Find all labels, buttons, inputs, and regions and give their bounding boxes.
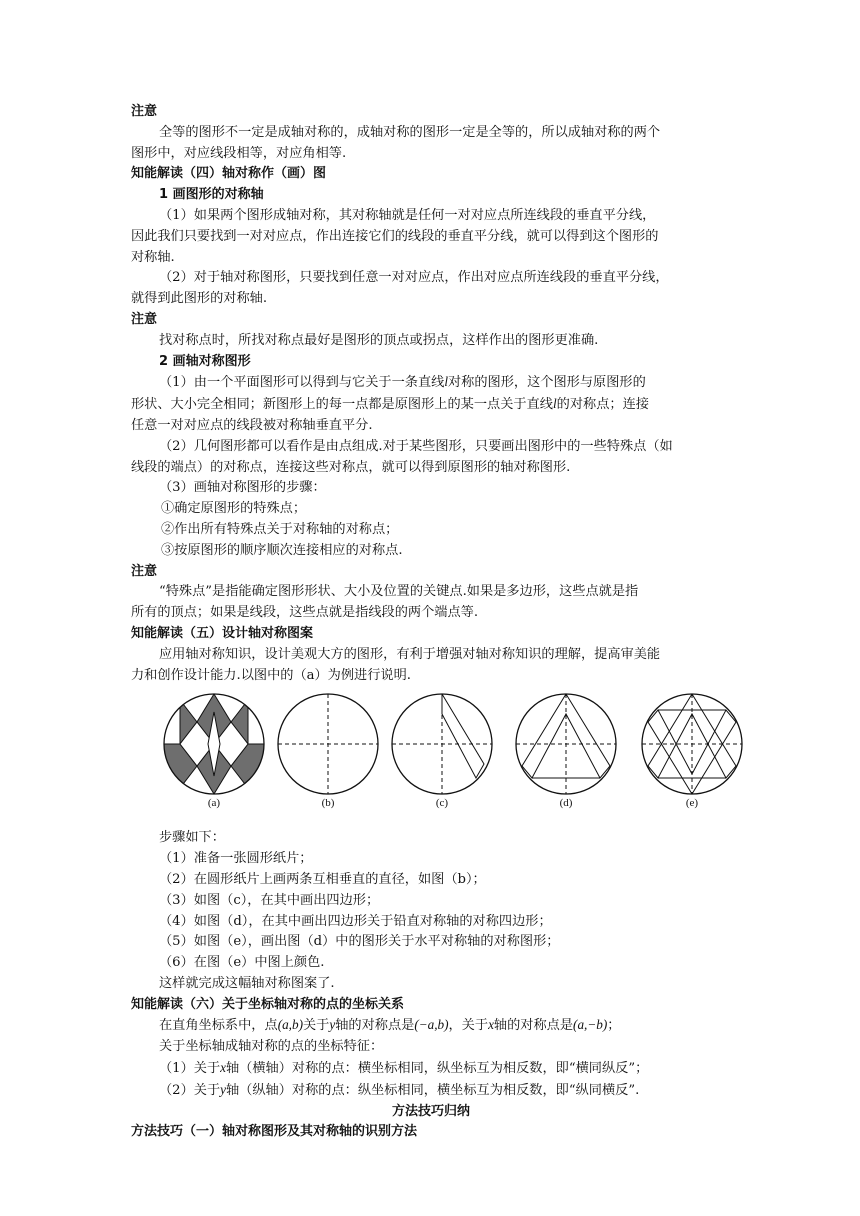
figure-e [637,692,747,809]
step-item: ②作出所有特殊点关于对称轴的对称点； [161,521,399,537]
step-item: ③按原图形的顺序顺次连接相应的对称点. [161,542,403,558]
methods-heading: 方法技巧（一）轴对称图形及其对称轴的识别方法 [131,1124,418,1140]
paragraph: （3）画轴对称图形的步骤： [159,480,326,496]
paragraph: （1）由一个平面图形可以得到与它关于一条直线l对称的图形，这个图形与原图形的 [159,374,646,391]
document-page [131,102,731,1143]
paragraph: 线段的端点）的对称点，连接这些对称点，就可以得到原图形的轴对称图形. [131,459,571,475]
figure-a-drawing [162,692,266,796]
section-heading-6: 知能解读（六）关于坐标轴对称的点的坐标关系 [131,996,405,1012]
figure-e-caption: (e) [685,797,699,810]
figure-d-drawing [514,692,618,796]
step-item: （2）在圆形纸片上画两条互相垂直的直径，如图（b）； [159,871,486,887]
figure-d-caption: (d) [559,797,573,810]
paragraph: 这样就完成这幅轴对称图案了. [159,975,335,991]
paragraph: 应用轴对称知识，设计美观大方的图形，有利于增强对轴对称知识的理解，提高审美能 [159,646,661,662]
figure-b-drawing [276,692,380,796]
paragraph: 关于坐标轴成轴对称的点的坐标特征： [159,1039,384,1055]
paragraph: （1）如果两个图形成轴对称，其对称轴就是任何一对对应点所连线段的垂直平分线， [159,207,656,223]
note-text: 全等的图形不一定是成轴对称的，成轴对称的图形一定是全等的，所以成轴对称的两个 [159,124,661,140]
figure-c [387,692,497,809]
figure-b [273,692,383,809]
figure-b-caption: (b) [321,797,335,810]
figure-row [131,692,731,822]
step-item: （1）准备一张圆形纸片； [159,851,313,867]
figure-d [511,692,621,809]
figure-a-caption: (a) [207,797,221,810]
step-item: （5）如图（e），画出图（d）中的图形关于水平对称轴的对称图形； [159,934,560,950]
paragraph: 因此我们只要找到一对对应点，作出连接它们的线段的垂直平分线，就可以得到这个图形的 [131,228,659,244]
step-item: （6）在图（e）中图上颜色. [159,955,325,971]
paragraph: 形状、大小完全相同；新图形上的每一点都是原图形上的某一点关于直线l的对称点；连接 [131,396,649,413]
note-heading: 注意 [131,104,158,119]
note-heading: 注意 [131,311,158,327]
paragraph: 对称轴. [131,249,175,265]
note-text: “特殊点”是指能确定图形形状、大小及位置的关键点.如果是多边形，这些点就是指 [159,584,639,600]
step-item: ①确定原图形的特殊点； [161,501,307,517]
figure-c-caption: (c) [435,797,449,810]
note-text: 所有的顶点；如果是线段，这些点就是指线段的两个端点等. [131,605,479,621]
step-item: （3）如图（c），在其中画出四边形； [159,892,380,908]
step-item: （4）如图（d），在其中画出四边形关于铅直对称轴的对称四边形； [159,913,552,929]
section-heading-4: 知能解读（四）轴对称作（画）图 [131,166,327,182]
paragraph: 任意一对对应点的线段被对称轴垂直平分. [131,417,373,433]
figure-a [159,692,269,809]
section-heading-5: 知能解读（五）设计轴对称图案 [131,625,314,641]
paragraph: 力和创作设计能力.以图中的（a）为例进行说明. [131,667,411,683]
methods-title: 方法技巧归纳 [391,1103,470,1119]
subheading-axis: 1 画图形的对称轴 [159,187,264,203]
note-heading: 注意 [131,563,158,579]
paragraph: 就得到此图形的对称轴. [131,291,268,307]
steps-intro: 步骤如下： [159,830,225,846]
rule-item: （1）关于x轴（横轴）对称的点：横坐标相同，纵坐标互为相反数，即“横同纵反”； [159,1060,649,1077]
figure-c-drawing [390,692,494,796]
rule-item: （2）关于y轴（纵轴）对称的点：纵坐标相同，横坐标互为相反数，即“纵同横反”. [159,1081,640,1098]
note-text: 找对称点时，所找对称点最好是图形的顶点或拐点，这样作出的图形更准确. [159,332,599,348]
paragraph: （2）几何图形都可以看作是由点组成.对于某些图形，只要画出图形中的一些特殊点（如 [159,438,673,454]
paragraph: 在直角坐标系中，点(a,b)关于y轴的对称点是(−a,b)，关于x轴的对称点是(a,−b)； [159,1017,621,1034]
paragraph: （2）对于轴对称图形，只要找到任意一对对应点，作出对应点所连线段的垂直平分线， [159,270,669,286]
note-text: 图形中，对应线段相等，对应角相等. [131,145,347,161]
figure-e-drawing [640,692,744,796]
subheading-draw: 2 画轴对称图形 [159,353,251,369]
